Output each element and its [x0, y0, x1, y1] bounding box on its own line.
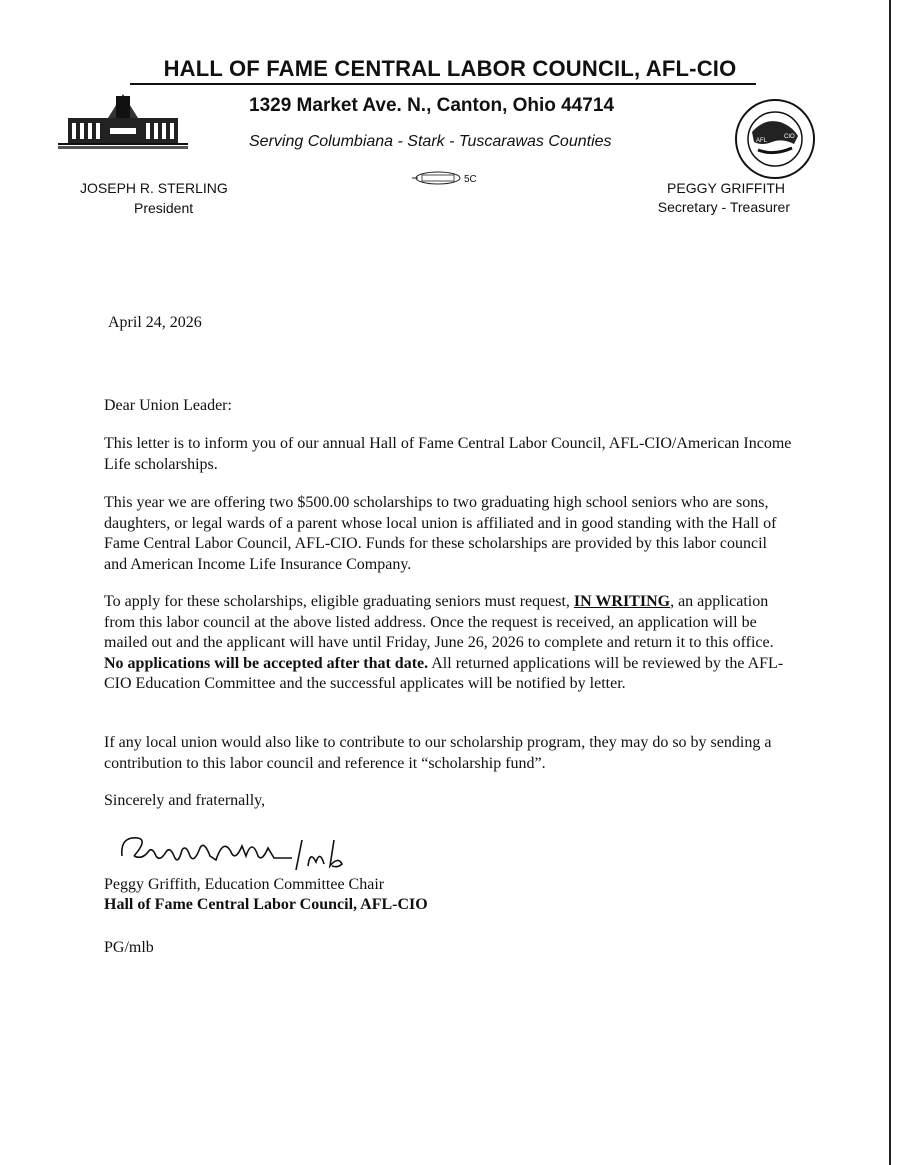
closing: Sincerely and fraternally,: [104, 792, 266, 809]
apply-text-c: All returned applications will be reviewed by the AFL-CIO Education Committee and the successful applicates will be notified by letter.: [104, 654, 784, 692]
seal-afl-text: AFL: [756, 138, 768, 144]
afl-cio-seal: [734, 98, 816, 180]
handwritten-signature: [112, 826, 362, 876]
deadline-emphasis: No applications will be accepted after that date.: [104, 654, 429, 672]
paragraph-offer: This year we are offering two $500.00 scholarships to two graduating high school seniors who are sons, daughters, or legal wards of a parent whose local union is affiliated and in good standing with the Hall of Fame Central Labor Council, AFL-CIO. Funds for these scholarships are provided by this labor council and American Income Life Insurance Company.: [104, 494, 777, 573]
letter-date: April 24, 2026: [108, 314, 202, 331]
in-writing-emphasis: IN WRITING: [573, 593, 671, 610]
union-bug-code: 5C: [464, 174, 477, 185]
apply-text-a: To apply for these scholarships, eligible graduating seniors must request,: [104, 593, 574, 610]
counties-served: Serving Columbiana - Stark - Tuscarawas Counties: [249, 133, 612, 150]
secretary-name: PEGGY GRIFFITH: [667, 180, 785, 196]
salutation: Dear Union Leader:: [104, 397, 232, 414]
paragraph-contribute: If any local union would also like to contribute to our scholarship program, they may do so by sending a contribution to this labor council and reference it “scholarship fund”.: [104, 734, 772, 772]
paragraph-apply: [104, 592, 794, 695]
header-rule: [130, 83, 756, 85]
secretary-title: Secretary - Treasurer: [657, 199, 790, 215]
seal-cio-text: CIO: [784, 134, 795, 140]
organization-name: HALL OF FAME CENTRAL LABOR COUNCIL, AFL-CIO: [163, 56, 737, 81]
apply-text-b: , an application from this labor council at the above listed address. Once the request is received, an application will be mailed out and the applicant will have until Friday, June 26, 2026 to complete and return it to this office.: [104, 593, 774, 651]
president-title: President: [134, 200, 194, 216]
address: 1329 Market Ave. N., Canton, Ohio 44714: [249, 95, 615, 116]
page-edge-line: [889, 0, 891, 1165]
typist-initials: PG/mlb: [104, 939, 154, 956]
president-name: JOSEPH R. STERLING: [80, 180, 228, 196]
paragraph-intro: This letter is to inform you of our annual Hall of Fame Central Labor Council, AFL-CIO/American Income Life scholarships.: [104, 435, 792, 473]
signer-organization: Hall of Fame Central Labor Council, AFL-CIO: [104, 896, 428, 913]
union-bug: [408, 170, 488, 186]
hall-of-fame-building-logo: [58, 88, 188, 158]
signer-name: Peggy Griffith, Education Committee Chair: [104, 876, 385, 893]
